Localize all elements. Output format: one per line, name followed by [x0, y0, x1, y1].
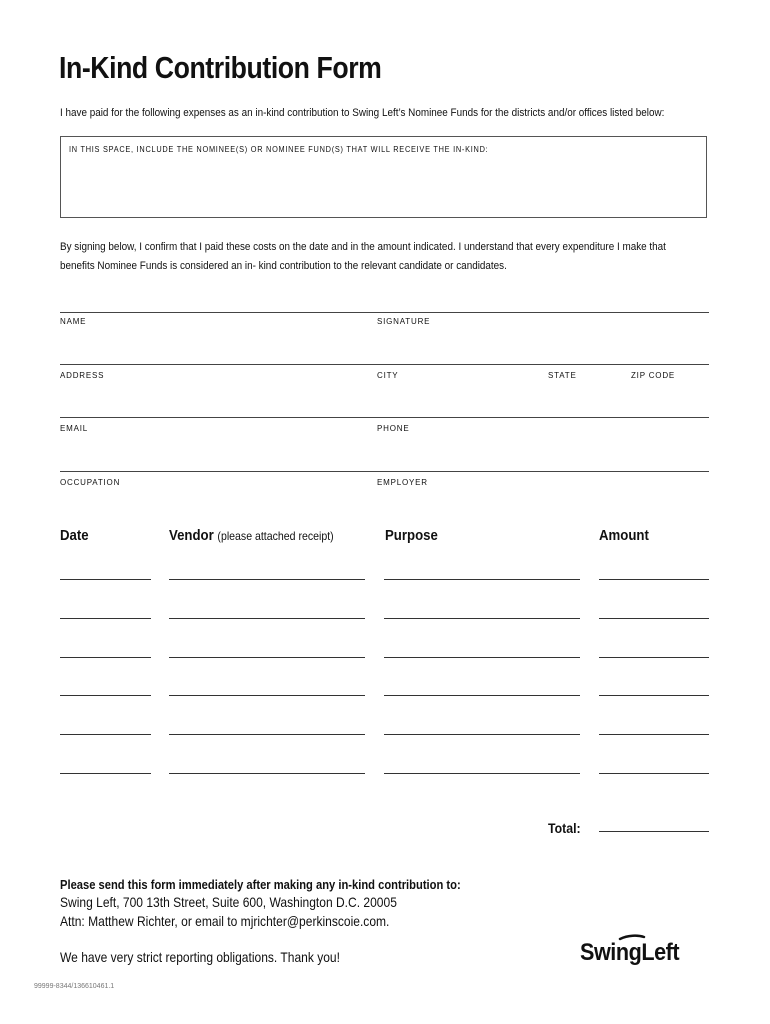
address-label: ADDRESS [60, 371, 105, 380]
purpose-entry-line[interactable] [384, 579, 580, 580]
logo-text: SwingLeft [580, 939, 680, 966]
vendor-entry-line[interactable] [169, 734, 365, 735]
purpose-column-header: Purpose [385, 527, 438, 544]
nominee-box-label: IN THIS SPACE, INCLUDE THE NOMINEE(S) OR NOMINEE FUND(S) THAT WILL RECEIVE THE IN-KIND: [69, 145, 489, 154]
date-entry-line[interactable] [60, 657, 151, 658]
vendor-header-label: Vendor [169, 527, 214, 544]
date-entry-line[interactable] [60, 579, 151, 580]
intro-text: I have paid for the following expenses as an in-kind contribution to Swing Left’s Nominee Funds for the districts and/or offices listed below: [60, 107, 665, 119]
total-label: Total: [548, 820, 581, 836]
confirmation-line-1: By signing below, I confirm that I paid these costs on the date and in the amount indicated. I understand that every expenditure I make that [60, 241, 666, 253]
city-field[interactable] [377, 382, 537, 414]
attention-line: Attn: Matthew Richter, or email to mjrichter@perkinscoie.com. [60, 913, 390, 929]
signature-field[interactable] [377, 328, 707, 360]
state-label: STATE [548, 371, 577, 380]
purpose-entry-line[interactable] [384, 773, 580, 774]
thank-you-note: We have very strict reporting obligations. Thank you! [60, 949, 340, 965]
email-label: EMAIL [60, 424, 89, 433]
nominee-text-box[interactable] [60, 136, 707, 218]
name-field-line [60, 312, 709, 313]
vendor-entry-line[interactable] [169, 618, 365, 619]
occupation-field[interactable] [60, 489, 360, 509]
send-instructions: Please send this form immediately after making any in-kind contribution to: [60, 877, 461, 892]
state-field[interactable] [548, 382, 623, 414]
address-field[interactable] [60, 382, 360, 414]
name-field[interactable] [60, 328, 360, 360]
amount-column-header: Amount [599, 527, 649, 544]
email-field[interactable] [60, 435, 360, 467]
occupation-field-line [60, 471, 709, 472]
amount-entry-line[interactable] [599, 734, 709, 735]
amount-entry-line[interactable] [599, 773, 709, 774]
date-entry-line[interactable] [60, 695, 151, 696]
purpose-entry-line[interactable] [384, 734, 580, 735]
phone-field[interactable] [377, 435, 707, 467]
document-code: 99999-8344/136610461.1 [34, 983, 115, 990]
date-entry-line[interactable] [60, 734, 151, 735]
confirmation-line-2: benefits Nominee Funds is considered an in- kind contribution to the relevant candidate or candidates. [60, 260, 507, 272]
swing-left-logo [580, 933, 712, 971]
address-field-line [60, 364, 709, 365]
amount-entry-line[interactable] [599, 618, 709, 619]
employer-label: EMPLOYER [377, 478, 428, 487]
email-field-line [60, 417, 709, 418]
phone-label: PHONE [377, 424, 410, 433]
purpose-entry-line[interactable] [384, 618, 580, 619]
name-label: NAME [60, 317, 87, 326]
amount-entry-line[interactable] [599, 695, 709, 696]
vendor-entry-line[interactable] [169, 579, 365, 580]
vendor-column-header [169, 527, 334, 544]
confirmation-text [60, 238, 690, 276]
vendor-entry-line[interactable] [169, 657, 365, 658]
occupation-label: OCCUPATION [60, 478, 121, 487]
purpose-entry-line[interactable] [384, 657, 580, 658]
signature-label: SIGNATURE [377, 317, 431, 326]
zip-field[interactable] [631, 382, 707, 414]
form-title: In-Kind Contribution Form [59, 50, 382, 85]
city-label: CITY [377, 371, 399, 380]
vendor-entry-line[interactable] [169, 773, 365, 774]
vendor-header-note: (please attached receipt) [217, 529, 334, 543]
amount-entry-line[interactable] [599, 657, 709, 658]
zip-label: ZIP CODE [631, 371, 676, 380]
date-entry-line[interactable] [60, 618, 151, 619]
date-entry-line[interactable] [60, 773, 151, 774]
amount-entry-line[interactable] [599, 579, 709, 580]
employer-field[interactable] [377, 489, 707, 509]
vendor-entry-line[interactable] [169, 695, 365, 696]
date-column-header: Date [60, 527, 89, 544]
purpose-entry-line[interactable] [384, 695, 580, 696]
mailing-address: Swing Left, 700 13th Street, Suite 600, Washington D.C. 20005 [60, 894, 397, 910]
total-entry-line[interactable] [599, 831, 709, 832]
